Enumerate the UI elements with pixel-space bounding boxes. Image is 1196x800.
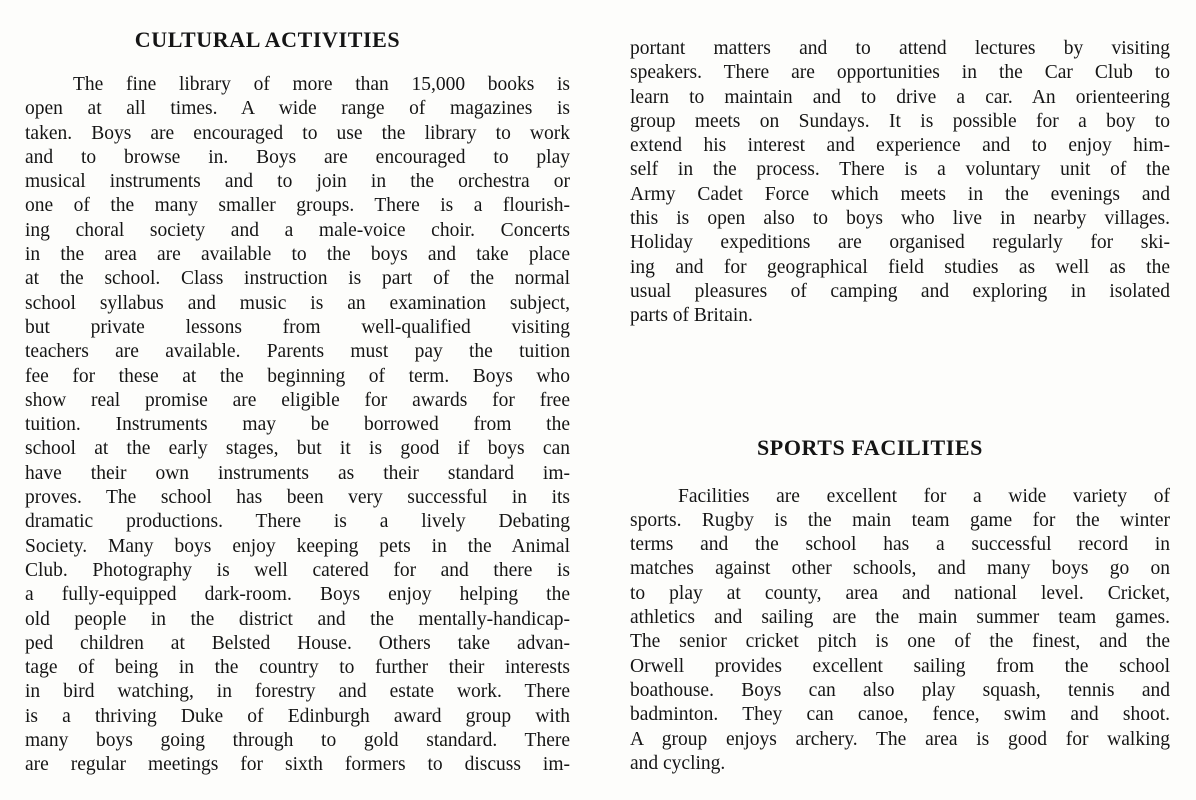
text-line: taken. Boys are encouraged to use the library to work [25, 122, 570, 144]
cultural-activities-heading: CULTURAL ACTIVITIES [134, 27, 401, 52]
text-line: learn to maintain and to drive a car. An orienteering [630, 86, 1170, 108]
text-line: Facilities are excellent for a wide variety of [678, 485, 1170, 507]
text-line: parts of Britain. [630, 305, 753, 327]
text-line: at the school. Class instruction is part of the normal [25, 268, 570, 290]
text-line: musical instruments and to join in the orchestra or [25, 171, 570, 193]
text-line: ing and for geographical field studies as well as the [630, 256, 1170, 278]
text-line: is a thriving Duke of Edinburgh award group with [25, 705, 570, 727]
text-line: one of the many smaller groups. There is a flourish- [25, 195, 570, 217]
text-line: A group enjoys archery. The area is good for walking [630, 728, 1170, 750]
text-line: are regular meetings for sixth formers to discuss im- [25, 754, 570, 776]
text-line: a fully-equipped dark-room. Boys enjoy helping the [25, 584, 570, 606]
sports-facilities-heading: SPORTS FACILITIES [756, 434, 984, 460]
right-column [630, 0, 1170, 776]
text-line: but private lessons from well-qualified visiting [25, 316, 570, 338]
text-line: tuition. Instruments may be borrowed from the [25, 414, 570, 436]
text-line: portant matters and to attend lectures by visiting [630, 38, 1170, 59]
text-line: The fine library of more than 15,000 books is [73, 74, 570, 95]
text-line: in bird watching, in forestry and estate work. There [25, 681, 570, 703]
text-line: many boys going through to gold standard. There [25, 730, 570, 752]
text-line: matches against other schools, and many boys go on [630, 558, 1170, 580]
text-line: show real promise are eligible for awards for free [25, 389, 570, 411]
text-line: badminton. They can canoe, fence, swim and shoot. [630, 704, 1170, 726]
text-line: athletics and sailing are the main summer team games. [630, 607, 1170, 629]
cultural-activities-paragraph [25, 73, 570, 778]
text-line: speakers. There are opportunities in the Car Club to [630, 62, 1170, 84]
text-line: proves. The school has been very successful in its [25, 487, 570, 509]
text-line: school at the early stages, but it is good if boys can [25, 438, 570, 460]
text-line: Orwell provides excellent sailing from the school [630, 655, 1170, 677]
text-line: boathouse. Boys can also play squash, tennis and [630, 679, 1170, 701]
text-line: Holiday expeditions are organised regularly for ski- [630, 232, 1170, 254]
text-line: group meets on Sundays. It is possible for a boy to [630, 110, 1170, 132]
text-line: in the area are available to the boys and take place [25, 244, 570, 266]
text-line: fee for these at the beginning of term. Boys who [25, 365, 570, 387]
text-line: The senior cricket pitch is one of the finest, and the [630, 631, 1170, 653]
text-line: and to browse in. Boys are encouraged to play [25, 146, 570, 168]
text-line: ing choral society and a male-voice choir. Concerts [25, 219, 570, 241]
text-line: tage of being in the country to further their interests [25, 657, 570, 679]
text-line: open at all times. A wide range of magazines is [25, 98, 570, 120]
text-line: dramatic productions. There is a lively Debating [25, 511, 570, 533]
text-line: teachers are available. Parents must pay the tuition [25, 341, 570, 363]
text-line: self in the process. There is a voluntary unit of the [630, 159, 1170, 181]
text-line: old people in the district and the mentally-handicap- [25, 608, 570, 630]
text-line: Club. Photography is well catered for and there is [25, 559, 570, 581]
continued-paragraph [630, 37, 1170, 329]
text-line: terms and the school has a successful record in [630, 534, 1170, 556]
text-line: extend his interest and experience and to enjoy him- [630, 135, 1170, 157]
text-line: usual pleasures of camping and exploring in isolated [630, 280, 1170, 302]
text-line: school syllabus and music is an examination subject, [25, 292, 570, 314]
sports-facilities-paragraph [630, 485, 1170, 777]
text-line: and cycling. [630, 752, 726, 774]
text-line: have their own instruments as their standard im- [25, 462, 570, 484]
text-line: Society. Many boys enjoy keeping pets in the Animal [25, 535, 570, 557]
text-line: this is open also to boys who live in nearby villages. [630, 208, 1170, 230]
text-line: sports. Rugby is the main team game for the winter [630, 509, 1170, 531]
left-column [25, 0, 570, 778]
text-line: to play at county, area and national level. Cricket, [630, 582, 1170, 604]
text-line: ped children at Belsted House. Others take advan- [25, 632, 570, 654]
text-line: Army Cadet Force which meets in the evenings and [630, 183, 1170, 205]
